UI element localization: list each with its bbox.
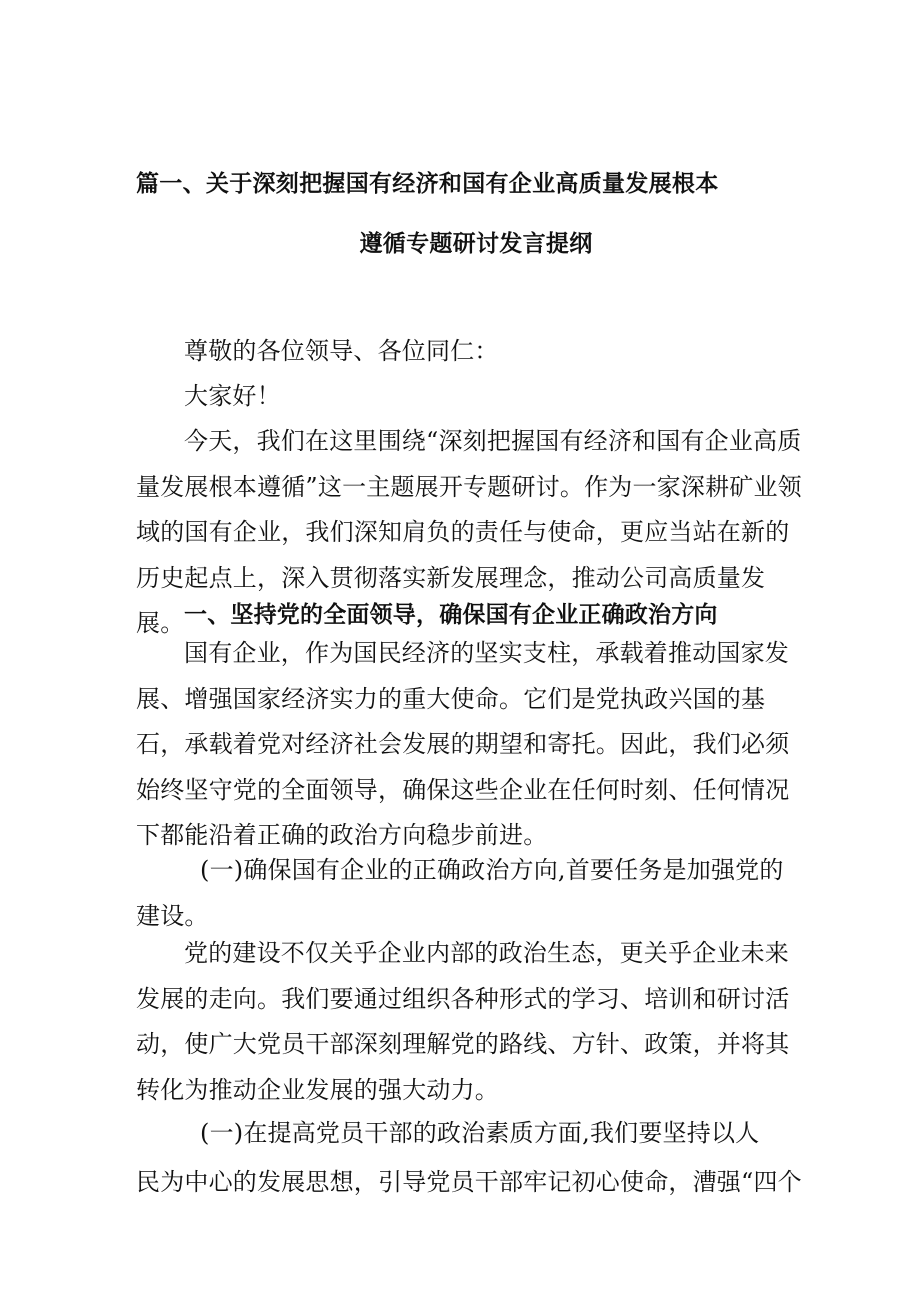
document-title-line-2: 遵循专题研讨发言提纲 bbox=[359, 231, 593, 257]
section-1-paragraph: 国有企业，作为国民经济的坚实支柱，承载着推动国家发展、增强国家经济实力的重大使命。它们是党执政兴国的基石，承载着党对经济社会发展的期望和寄托。因此，我们必须始终坚守党的全面领导，确保这些企业在任何时刻、任何情况下都能沿着正确的政治方向稳步前进。 bbox=[136, 639, 790, 849]
greeting: 大家好！ bbox=[184, 382, 281, 410]
subsection-2-heading-line-1: (一)在提高党员干部的政治素质方面,我们要坚持以人 bbox=[200, 1119, 760, 1147]
subsection-2-heading-line-2: 民为中心的发展思想，引导党员干部牢记初心使命，漕强“四个 bbox=[136, 1168, 802, 1196]
subsection-1-heading: (一)确保国有企业的正确政治方向,首要任务是加强党的建设。 bbox=[136, 856, 784, 930]
document-title-line-1: 篇一、关于深刻把握国有经济和国有企业高质量发展根本 bbox=[136, 171, 719, 197]
section-1-paragraph-2: 党的建设不仅关乎企业内部的政治生态，更关乎企业未来发展的走向。我们要通过组织各种形式的学习、培训和研讨活动，使广大党员干部深刻理解党的路线、方针、政策，并将其转化为推动企业发展的强大动力。 bbox=[136, 939, 790, 1104]
salutation: 尊敬的各位领导、各位同仁： bbox=[184, 337, 499, 365]
intro-paragraph: 今天，我们在这里围绕“深刻把握国有经济和国有企业高质量发展根本遵循”这一主题展开专题研讨。作为一家深耕矿业领域的国有企业，我们深知肩负的责任与使命，更应当站在新的历史起点上，深入贯彻落实新发展理念，推动公司高质量发展。 bbox=[136, 427, 802, 637]
section-heading-1: 一、坚持党的全面领导，确保国有企业正确政治方向 bbox=[184, 602, 718, 628]
